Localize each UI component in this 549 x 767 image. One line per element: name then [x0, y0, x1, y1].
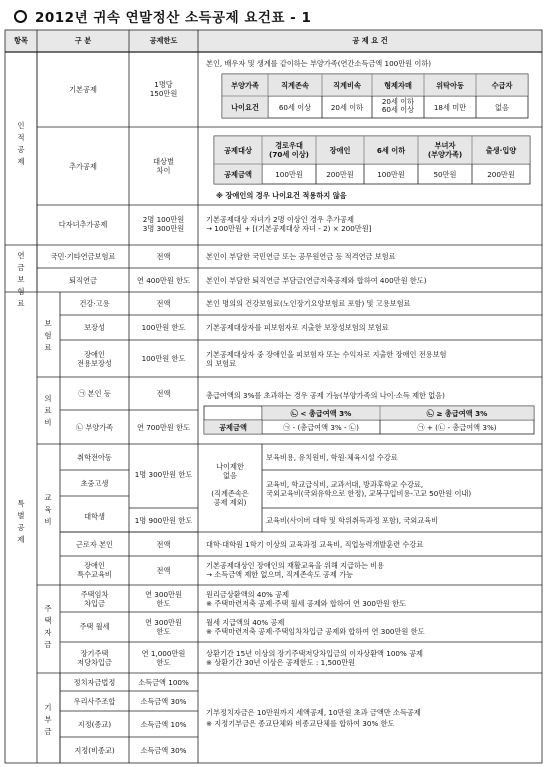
donation-item-1-limit: 소득금액 30% [140, 697, 187, 706]
edu-shared-limit: 1명 300만원 한도 [134, 470, 193, 479]
edu-special-desc: 기본공제대상인 장애인의 재활교육을 위해 지급하는 비용 → 소득금액 제한 없으며, 직계존속도 공제 가능 [206, 561, 385, 579]
ins-disabled-desc: 기본공제대상자 중 장애인을 피보험자 또는 수익자로 지출한 장애인 전용보험 의 보험료 [206, 350, 447, 368]
group-medical: 의료비 [44, 394, 52, 427]
group-special: 특별공제 [17, 499, 25, 544]
ins-coverage-label: 보장성 [84, 323, 105, 332]
edu-desc-3: 교육비(사이버 대학 및 학위취득과정 포함), 국외교육비 [266, 516, 439, 525]
edu-worker-desc: 대학·대학원 1학기 이상의 교육과정 교육비, 직업능력개발훈련 수강료 [206, 540, 424, 549]
edu-desc-1: 보육비용, 유치원비, 학원·체육시설 수강료 [266, 453, 398, 462]
add-td-0: 100만원 [275, 170, 303, 179]
add-row-label-1: 공제대상 [224, 146, 252, 155]
pension-national-limit: 전액 [156, 252, 171, 261]
pension-retirement-limit: 연 400만원 한도 [136, 276, 190, 285]
add-td-1: 200만원 [326, 170, 354, 179]
housing-rent-limit: 연 300만원 한도 [145, 618, 182, 636]
group-insurance: 보험료 [44, 319, 52, 352]
add-th-3: 부녀자 (부양가족) [427, 141, 463, 159]
add-th-4: 출생·입양 [485, 146, 517, 155]
edu-age-note: 나이제한 없음 (직계존속은 공제 제외) [211, 462, 249, 507]
additional-label: 추가공제 [69, 162, 97, 171]
edu-worker-label: 근로자 본인 [75, 540, 113, 549]
basic-th-0: 부양가족 [231, 81, 259, 90]
med-dependent-limit: 연 700만원 한도 [136, 423, 190, 432]
group-donation: 기부금 [44, 703, 52, 736]
med-val-1: ㉠ - (총급여액 3% - ㉡) [283, 423, 359, 432]
basic-th-2: 직계비속 [333, 81, 361, 90]
basic-th-3: 형제자매 [384, 81, 412, 90]
med-desc: 총급여액의 3%를 초과하는 경우 공제 가능(부양가족의 나이·소득 제한 없음) [206, 391, 445, 400]
donation-item-3-label: 지정(비종교) [74, 746, 115, 755]
basic-desc: 본인, 배우자 및 생계를 같이하는 부양가족(연간소득금액 100만원 이하) [206, 59, 432, 68]
donation-item-2-limit: 소득금액 10% [140, 720, 187, 729]
ins-disabled-label: 장애인 전용보장성 [77, 350, 112, 368]
edu-special-label: 장애인 특수교육비 [77, 561, 112, 579]
ins-coverage-limit: 100만원 한도 [141, 323, 186, 332]
group-personal: 인적공제 [17, 121, 25, 166]
basic-th-1: 직계존속 [281, 81, 309, 90]
pension-retirement-label: 퇴직연금 [69, 276, 97, 285]
add-td-3: 50만원 [433, 170, 457, 179]
donation-item-3-limit: 소득금액 30% [140, 746, 187, 755]
header-col-item: 항목 [14, 36, 28, 45]
med-self-label: ㉠ 본인 등 [78, 389, 111, 398]
edu-univ-label: 대학생 [84, 512, 105, 521]
edu-school-label: 초중고생 [80, 479, 109, 488]
med-self-limit: 전액 [156, 389, 171, 398]
donation-item-2-label: 지정(종교) [77, 720, 112, 729]
basic-td-0: 60세 이상 [278, 103, 312, 112]
basic-row-label: 나이요건 [231, 103, 259, 112]
group-education: 교육비 [44, 493, 52, 526]
housing-rent-desc: 월세 지급액의 40% 공제 ※ 주택마련저축 공제·주택임차차입금 공제와 합하여 연 300만원 한도 [206, 618, 425, 636]
add-th-1: 장애인 [329, 146, 351, 155]
header-col-limit: 공제한도 [149, 36, 178, 45]
multichild-desc: 기본공제대상 자녀가 2명 이상인 경우 추가공제 → 100만원 + [(기본공제대상 자녀 - 2) × 200만원] [206, 215, 372, 233]
basic-label: 기본공제 [69, 85, 97, 94]
ins-coverage-desc: 기본공제대상자를 피보험자로 지출한 보장성보험의 보험료 [206, 323, 389, 332]
multichild-label: 다자녀추가공제 [58, 220, 108, 229]
title-text: 2012년 귀속 연말정산 소득공제 요건표 - 1 [35, 10, 312, 26]
additional-limit: 대상별 차이 [153, 157, 174, 175]
basic-td-1: 20세 이하 [330, 103, 364, 112]
additional-note: ※ 장애인의 경우 나이요건 적용하지 않음 [216, 191, 347, 200]
housing-mortgage-limit: 연 1,000만원 한도 [141, 649, 186, 667]
pension-national-label: 국민·기타연금보험료 [50, 252, 116, 261]
med-row-label: 공제금액 [219, 423, 247, 432]
housing-loan-limit: 연 300만원 한도 [145, 590, 182, 608]
donation-item-1-label: 우리사주조합 [73, 697, 116, 706]
header-col-category: 구 분 [74, 36, 92, 45]
edu-univ-limit: 1명 900만원 한도 [134, 516, 193, 525]
donation-item-0-limit: 소득금액 100% [138, 678, 189, 687]
add-th-2: 6세 이하 [376, 146, 406, 155]
edu-preschool-label: 취학전아동 [77, 453, 112, 462]
ins-health-limit: 전액 [156, 299, 171, 308]
add-td-4: 200만원 [487, 170, 515, 179]
ins-health-label: 건강·고용 [79, 299, 110, 308]
edu-desc-2: 교육비, 학교급식비, 교과서대, 방과후학교 수강료, 국외교육비(국외유학으로 한정), 교복구입비용-고교 50만원 이내) [266, 480, 472, 498]
edu-special-limit: 전액 [156, 566, 171, 575]
add-row-label-2: 공제금액 [224, 170, 252, 179]
group-housing: 주택자금 [44, 604, 52, 649]
header-col-requirements: 공 제 요 건 [352, 36, 388, 45]
basic-th-4: 위탁아동 [436, 81, 464, 90]
edu-worker-limit: 전액 [156, 540, 171, 549]
add-td-2: 100만원 [377, 170, 405, 179]
basic-th-5: 수급자 [491, 81, 513, 90]
basic-td-4: 없음 [495, 103, 509, 112]
housing-mortgage-label: 장기주택 저당차입금 [77, 649, 112, 667]
med-dependent-label: ㉡ 부양가족 [75, 423, 114, 432]
housing-rent-label: 주택 월세 [79, 622, 110, 631]
housing-mortgage-desc: 상환기간 15년 이상의 장기주택저당차입금의 이자상환액 100% 공제 ※ 상환기간 30년 이상은 공제한도 : 1,500만원 [206, 649, 423, 667]
med-cond-1: ㉡ < 총급여액 3% [290, 409, 352, 418]
add-th-0: 경로우대 (70세 이상) [269, 141, 309, 159]
basic-td-2: 20세 이하 60세 이상 [381, 97, 415, 114]
basic-td-3: 18세 미만 [433, 103, 467, 112]
donation-desc: 기부정치자금은 10만원까지 세액공제, 10만원 초과 금액만 소득공제 ※ 지정기부금은 종교단체와 비종교단체를 합하여 30% 한도 [206, 708, 421, 728]
basic-limit: 1명당 150만원 [149, 80, 178, 98]
pension-retirement-desc: 본인이 부담한 퇴직연금 부담금(연금저축공제와 합하여 400만원 한도) [206, 276, 427, 285]
med-cond-2: ㉡ ≥ 총급여액 3% [426, 409, 488, 418]
ins-health-desc: 본인 명의의 건강보험료(노인장기요양보험료 포함) 및 고용보험료 [206, 299, 411, 308]
donation-item-0-label: 정치자금법정 [73, 678, 116, 687]
group-pension: 연금보험료 [17, 251, 25, 308]
housing-loan-desc: 원리금상환액의 40% 공제 ※ 주택마련저축 공제·주택 월세 공제와 합하여 연 300만원 한도 [206, 590, 406, 608]
med-val-2: ㉠ + (㉡ - 총급여액 3%) [417, 423, 497, 432]
ins-disabled-limit: 100만원 한도 [141, 354, 186, 363]
pension-national-desc: 본인이 부담한 국민연금 또는 공무원연금 등 적격연금 보험료 [206, 252, 396, 261]
housing-loan-label: 주택임차 차입금 [80, 590, 109, 608]
multichild-limit: 2명 100만원 3명 300만원 [142, 215, 185, 233]
